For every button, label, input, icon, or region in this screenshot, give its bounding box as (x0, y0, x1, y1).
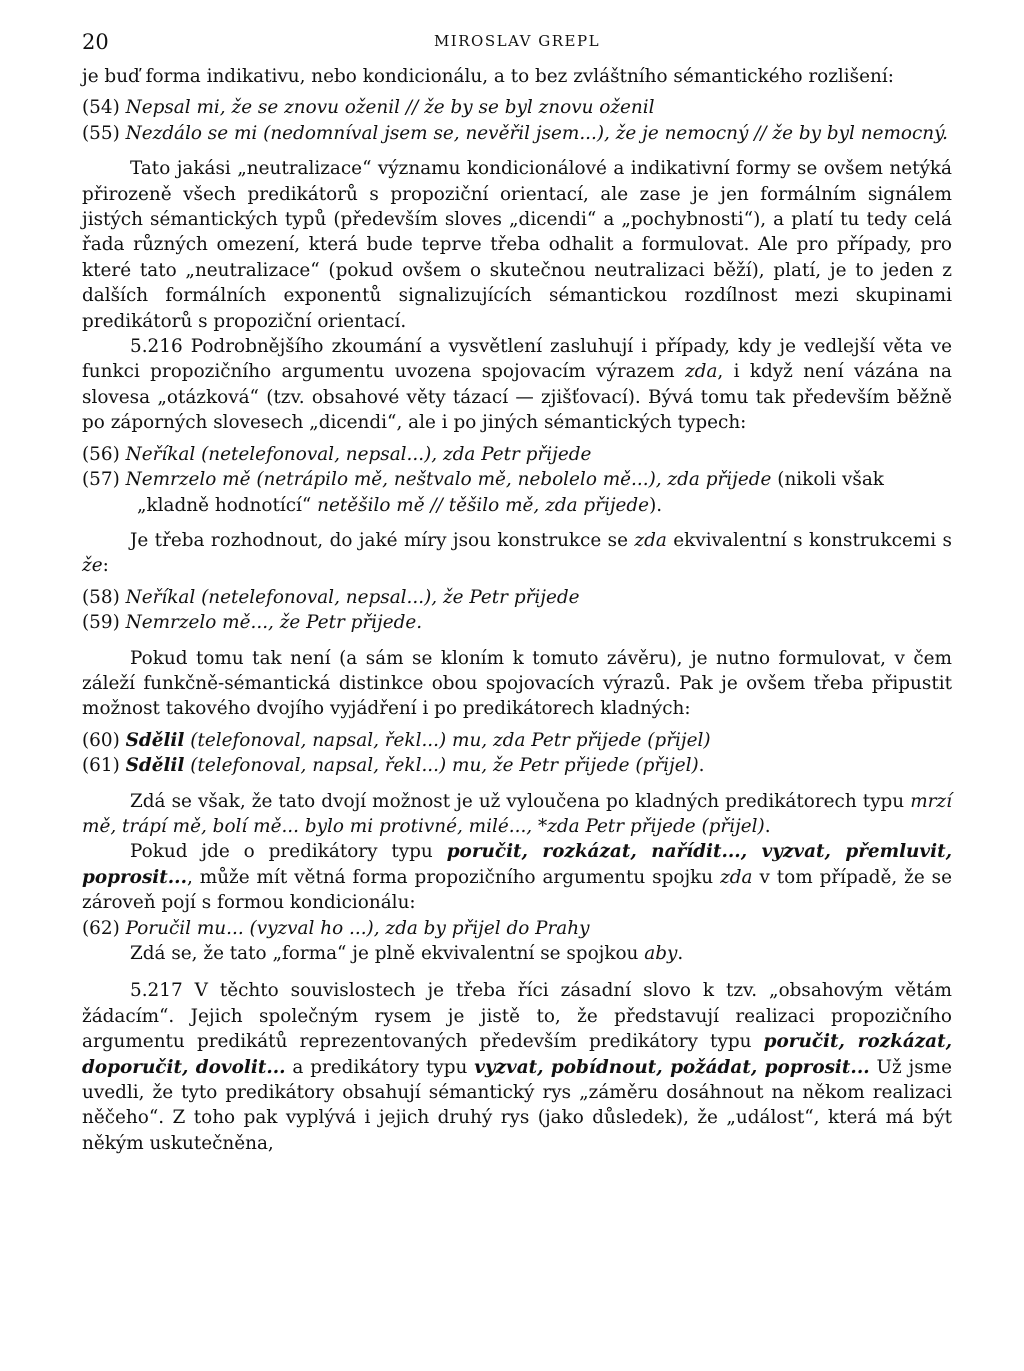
text: , i když není vázána na slovesa „otázková“ (tzv. obsahové věty tázací — zjišťovací). Bývá tomu tak především běžně po záporných slovesech „dicendi“, ale i po jiných sémantických typech: (82, 361, 952, 434)
example-number: (58) (82, 586, 126, 608)
text: ). (649, 494, 663, 516)
example-text: Nepsal mi, že se znovu oženil // že by se byl znovu oženil (125, 97, 655, 119)
text: Zdá se však, že tato dvojí možnost je už vyloučena po kladných predikátorech typu (130, 790, 911, 812)
italic-text: zda (720, 866, 753, 888)
example-text: (telefonoval, napsal, řekl...) mu, zda Petr přijede (přijel) (184, 729, 711, 751)
example-text: Neříkal (netelefonoval, nepsal...), zda Petr přijede (125, 443, 592, 465)
bold-italic-text: poručit, rozkázat, doporučit, dovolit... (82, 1031, 952, 1078)
example-number: (61) (82, 755, 126, 777)
text: . (698, 755, 705, 777)
example-59 (82, 610, 952, 635)
italic-text: mrzí mě, trápí mě, bolí mě... bylo mi protivné, milé..., *zda Petr přijede (přijel) (82, 790, 952, 837)
example-number: (59) (82, 612, 126, 634)
text: Už jsme uvedli, že tyto predikátory obsahují sémantický rys „záměru dosáhnout na někom realizaci něčeho“. Z toho pak vyplývá i jejich druhý rys (jako důsledek), že „událost“, která má být někým uskutečněna, (82, 1056, 952, 1154)
text: , může mít větná forma propozičního argumentu spojku (186, 866, 721, 888)
example-text: Nezdálo se mi (nedomníval jsem se, nevěřil jsem...), že je nemocný // že by byl nemocný. (125, 122, 948, 144)
paragraph (82, 64, 952, 89)
text: . (764, 815, 771, 837)
example-number: (54) (82, 97, 126, 119)
text: ekvivalentní s konstrukcemi s (666, 529, 952, 551)
example-list (82, 728, 952, 779)
running-head: MIROSLAV GREPL (433, 32, 601, 50)
paragraph (82, 646, 952, 722)
section-5-217 (82, 978, 952, 1156)
example-number: (57) (82, 469, 126, 491)
italic-text: zda (684, 361, 718, 383)
italic-text: že (82, 555, 103, 577)
paragraph (82, 839, 952, 915)
text: je buď forma indikativu, nebo kondicionálu, a to bez zvláštního sémantického rozlišení: (82, 66, 894, 87)
text: Pokud jde o predikátory typu (130, 841, 447, 863)
example-56 (82, 442, 952, 467)
italic-text: zda (634, 529, 667, 551)
page-number: 20 (82, 30, 109, 54)
paragraph (82, 789, 952, 840)
example-54 (82, 95, 952, 120)
example-text: netěšilo mě // těšilo mě, zda přijede (317, 494, 650, 516)
example-62 (82, 916, 952, 941)
example-text: Nemrzelo mě..., že Petr přijede. (125, 612, 423, 634)
example-list (82, 95, 952, 146)
page-header (82, 30, 952, 64)
example-text: Nemrzelo mě (netrápilo mě, neštvalo mě, nebolelo mě...), zda přijede (125, 469, 772, 491)
text: 5.216 Podrobnějšího zkoumání a vysvětlení zasluhují i případy, kdy je vedlejší věta ve funkci propozičního argumentu uvozena spojovacím výrazem (82, 336, 952, 383)
paragraph (82, 528, 952, 579)
text: 5.217 V těchto souvislostech je třeba říci zásadní slovo k tzv. „obsahovým větám žádacím“. Jejich společným rysem je jistě to, že představují realizaci propozičního argumentu predikátů reprezentovaných především predikátory typu (82, 980, 952, 1053)
example-text: Poručil mu... (vyzval ho ...), zda by přijel do Prahy (125, 917, 590, 939)
text: (nikoli však „kladně hodnotící“ (137, 469, 884, 516)
text: a predikátory typu (285, 1056, 475, 1078)
text: Zdá se, že tato „forma“ je plně ekvivalentní se spojkou (130, 943, 645, 964)
example-61 (82, 753, 952, 778)
text: . (677, 943, 684, 964)
example-number: (55) (82, 122, 126, 144)
example-58 (82, 585, 952, 610)
example-text: (telefonoval, napsal, řekl...) mu, že Petr přijede (přijel) (184, 755, 699, 777)
paragraph (82, 941, 952, 966)
bold-italic-text: vyzvat, pobídnout, požádat, poprosit... (474, 1056, 870, 1078)
page (82, 30, 952, 1156)
italic-text: aby (644, 943, 678, 964)
bold-italic-text: poručit, rozkázat, nařídit..., vyzvat, přemluvit, poprosit... (82, 841, 952, 888)
example-list (82, 442, 952, 518)
bold-italic-text: Sdělil (125, 729, 185, 751)
text: Je třeba rozhodnout, do jaké míry jsou konstrukce se (130, 529, 635, 551)
section-5-216 (82, 334, 952, 436)
example-list (82, 585, 952, 636)
text: v tom případě, že se zároveň pojí s formou kondicionálu: (82, 866, 952, 914)
example-number: (56) (82, 443, 126, 465)
text: Tato jakási „neutralizace“ významu kondicionálové a indikativní formy se ovšem netýká přirozeně všech predikátorů s propoziční orientací, ale zase je jen formálním signálem jistých sémantických typů (především sloves „dicendi“ a „pochybnosti“), a platí tu tedy celá řada různých omezení, která bude teprve třeba odhalit a formulovat. Ale pro případy, pro které tato „neutralizace“ (pokud ovšem o skutečnou neutralizaci běží), platí, je to jeden z dalších formálních exponentů signalizujících sémantickou rozdílnost mezi skupinami predikátorů s propoziční orientací. (82, 158, 952, 332)
bold-italic-text: Sdělil (125, 755, 185, 777)
paragraph (82, 156, 952, 334)
example-57 (82, 467, 952, 518)
example-text: Neříkal (netelefonoval, nepsal...), že Petr přijede (125, 586, 580, 608)
example-number: (62) (82, 917, 126, 939)
article-body (82, 64, 952, 1156)
example-55 (82, 121, 952, 146)
text: : (102, 555, 109, 577)
text: Pokud tomu tak není (a sám se kloním k tomuto závěru), je nutno formulovat, v čem záleží funkčně-sémantická distinkce obou spojovacích výrazů. Pak je ovšem třeba připustit možnost takového dvojího vyjádření i po predikátorech kladných: (82, 647, 952, 720)
example-number: (60) (82, 729, 126, 751)
example-60 (82, 728, 952, 753)
